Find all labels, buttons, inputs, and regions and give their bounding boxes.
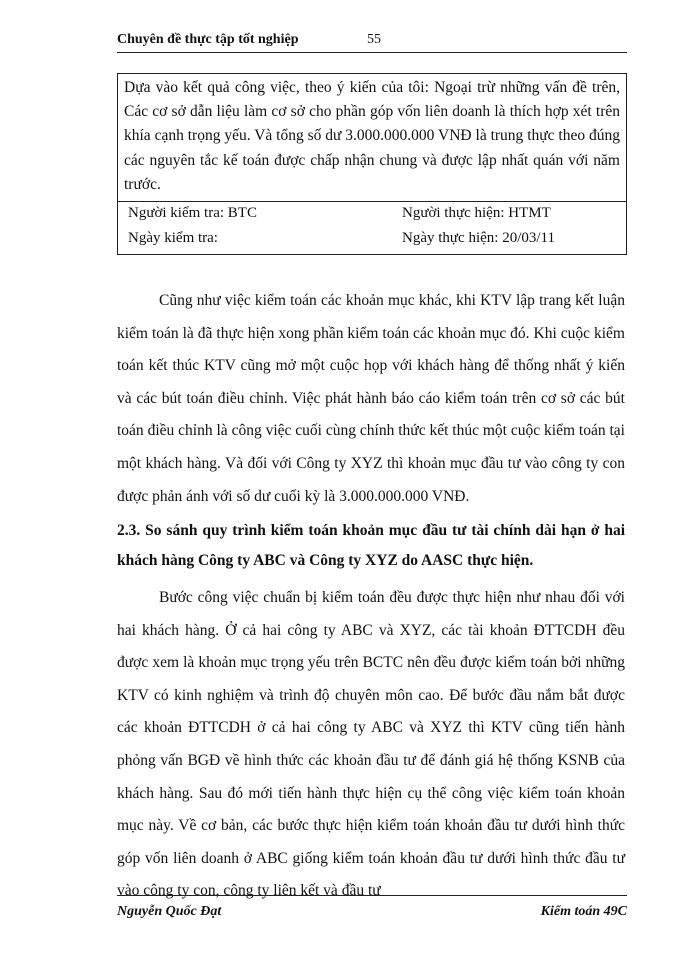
- page-number: 55: [367, 32, 381, 47]
- perform-date-label: Ngày thực hiện: 20/03/11: [402, 230, 555, 247]
- conclusion-box: [117, 73, 627, 255]
- footer-author: Nguyễn Quốc Đạt: [117, 904, 222, 919]
- header-title: Chuyên đề thực tập tốt nghiệp: [117, 32, 299, 47]
- page-footer: [117, 895, 627, 926]
- reviewer-label: Người kiểm tra: BTC: [128, 205, 257, 222]
- conclusion-summary: Dựa vào kết quả công việc, theo ý kiến của tôi: Ngoại trừ những vấn đề trên, Các cơ sở dẫn liệu làm cơ sở cho phần góp vốn liên doanh là thích hợp xét trên khía cạnh trọng yếu. Và tổng số dư 3.000.000.000 VNĐ là trung thực theo đúng các nguyên tắc kế toán được chấp nhận chung và được lập nhất quán với năm trước.: [118, 74, 626, 202]
- paragraph-comparison: Bước công việc chuẩn bị kiểm toán đều được thực hiện như nhau đối với hai khách hàng. Ở cả hai công ty ABC và XYZ, các tài khoản ĐTTCDH đều được xem là khoản mục trọng yếu trên BCTC nên đều được kiểm toán bởi những KTV có kinh nghiệm và trình độ chuyên môn cao. Để bước đầu nắm bắt được các khoản ĐTTCDH ở cả hai công ty ABC và XYZ thì KTV cũng tiến hành phỏng vấn BGĐ về hình thức các khoản đầu tư để đánh giá hệ thống KSNB của khách hàng. Sau đó mới tiến hành thực hiện cụ thể công việc kiểm toán khoản mục này. Về cơ bản, các bước thực hiện kiểm toán khoản đầu tư dưới hình thức góp vốn liên doanh ở ABC giống kiểm toán khoản đầu tư dưới hình thức đầu tư vào công ty con, công ty liên kết và đầu tư: [117, 589, 625, 900]
- performer-label: Người thực hiện: HTMT: [402, 205, 551, 222]
- review-date-label: Ngày kiểm tra:: [128, 230, 218, 247]
- section-heading: 2.3. So sánh quy trình kiểm toán khoản mục đầu tư tài chính dài hạn ở hai khách hàng Công ty ABC và Công ty XYZ do AASC thực hiện.: [117, 522, 625, 569]
- footer-department: Kiểm toán 49C: [540, 904, 627, 919]
- paragraph-conclusion: Cũng như việc kiểm toán các khoản mục khác, khi KTV lập trang kết luận kiểm toán là đã thực hiện xong phần kiểm toán các khoản mục đó. Khi cuộc kiểm toán kết thúc KTV cũng mở một cuộc họp với khách hàng để thống nhất ý kiến và các bút toán điều chỉnh. Việc phát hành báo cáo kiểm toán trên cơ sở các bút toán điều chỉnh là công việc cuối cùng chính thức kết thúc một cuộc kiểm toán tại một khách hàng. Và đối với Công ty XYZ thì khoản mục đầu tư vào công ty con được phản ánh với số dư cuối kỳ là 3.000.000.000 VNĐ.: [117, 292, 625, 505]
- signature-area: [118, 202, 626, 254]
- page-header: [117, 30, 627, 53]
